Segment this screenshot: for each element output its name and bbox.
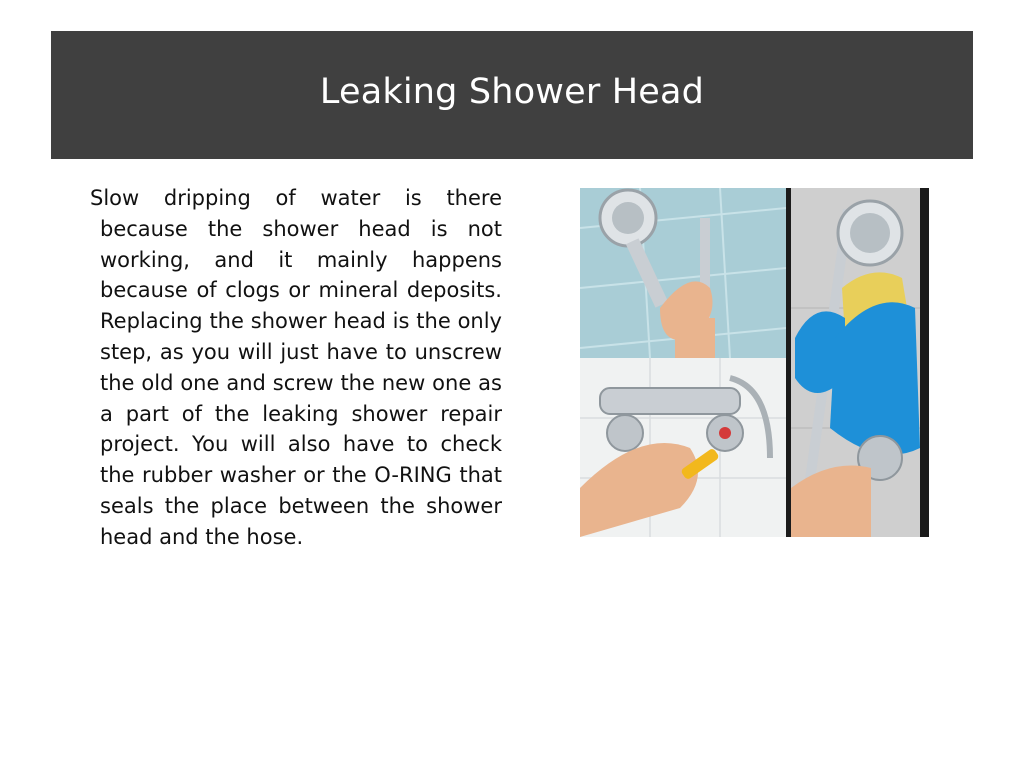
body-paragraph: Slow dripping of water is there because the shower head is not working, and it mainly happens because of clogs or mineral deposits. Replacing the shower head is the only step, as you will just have to unscrew the old one and screw the new one as a part of the leaking shower repair project. You will also have to check the rubber washer or the O-RING that seals the place between the shower head and the hose. bbox=[90, 186, 502, 549]
panel-cleaning-shower-head bbox=[786, 188, 929, 537]
shower-repair-illustration bbox=[580, 188, 929, 537]
panel-faucet-repair bbox=[580, 358, 786, 537]
shower-repair-photo bbox=[580, 188, 929, 537]
title-bar bbox=[51, 31, 973, 159]
panel-handheld-shower bbox=[580, 188, 786, 358]
slide-title: Leaking Shower Head bbox=[319, 72, 705, 112]
